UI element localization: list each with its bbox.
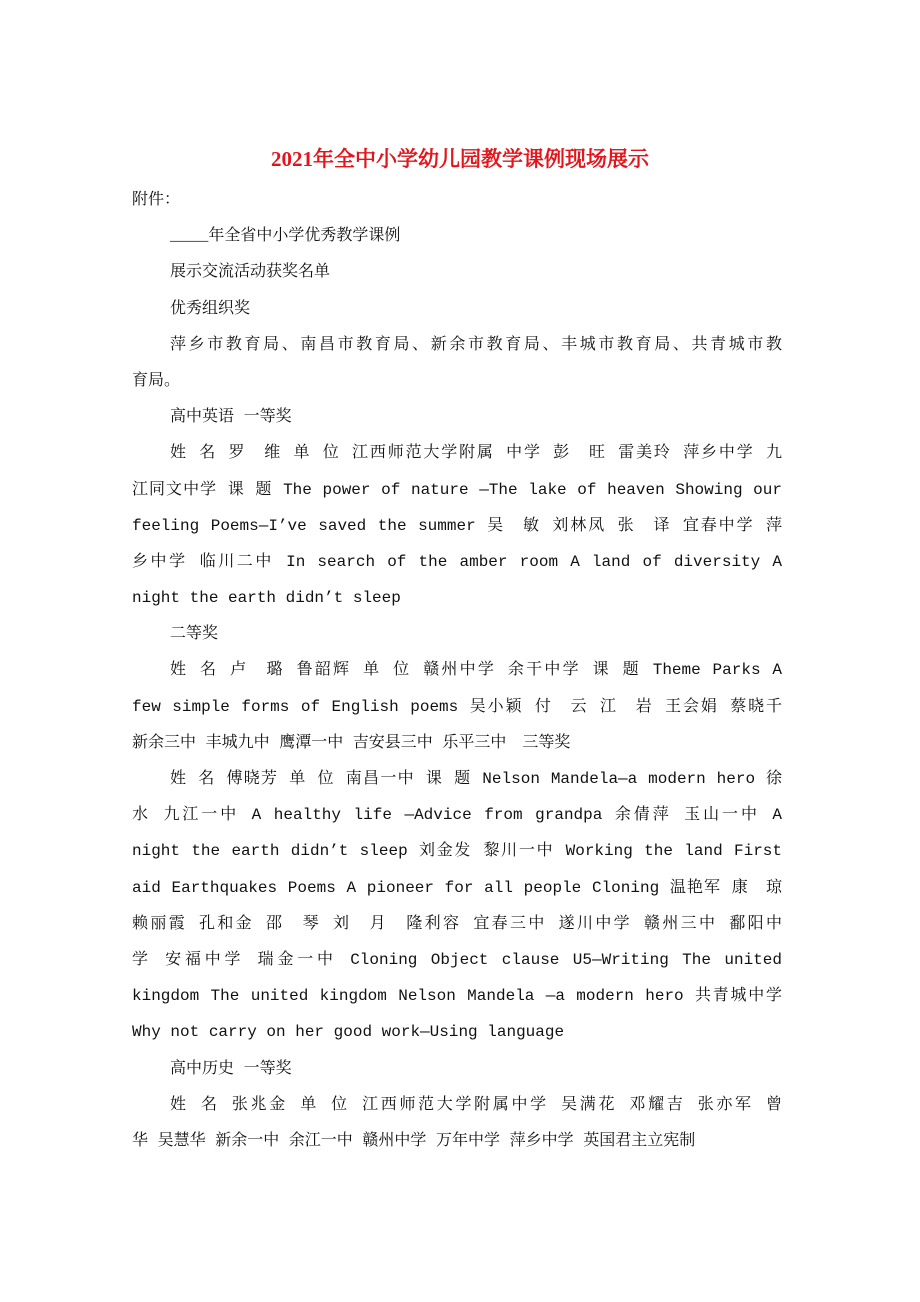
paragraph (132, 435, 782, 616)
text-line: kingdom The united kingdom Nelson Mandela —a modern hero 共青城中学 (132, 987, 782, 1006)
text-line: 乡中学 临川二中 In search of the amber room A land of diversity A (132, 552, 782, 571)
text-line: 学 安福中学 瑞金一中 Cloning Object clause U5—Writing The united (132, 950, 782, 969)
text-line: Why not carry on her good work—Using language (132, 1023, 565, 1042)
text-line: 姓 名 罗 维 单 位 江西师范大学附属 中学 彭 旺 雷美玲 萍乡中学 九 (170, 444, 782, 463)
text-line: 江同文中学 课 题 The power of nature —The lake of heaven Showing our (132, 480, 782, 499)
paragraph (132, 218, 782, 254)
paragraph (132, 652, 782, 761)
text-line: 华 吴慧华 新余一中 余江一中 赣州中学 万年中学 萍乡中学 英国君主立宪制 (132, 1131, 696, 1150)
text-line: 附件： (132, 191, 181, 209)
paragraph (132, 399, 782, 435)
text-line: 高中英语 一等奖 (170, 408, 292, 427)
text-line: 育局。 (132, 371, 181, 390)
text-line: night the earth didn’t sleep (132, 589, 401, 608)
paragraph (132, 761, 782, 1051)
text-line: 姓 名 卢 璐 鲁韶辉 单 位 赣州中学 余干中学 课 题 Theme Parks A (170, 661, 782, 680)
text-line: 优秀组织奖 (170, 299, 251, 318)
paragraph (132, 616, 782, 652)
text-line: ____年全省中小学优秀教学课例 (170, 227, 401, 246)
text-line: 新余三中 丰城九中 鹰潭一中 吉安县三中 乐平三中 三等奖 (132, 733, 571, 752)
paragraph (132, 327, 782, 399)
document-title: 2021年全中小学幼儿园教学课例现场展示 (271, 147, 649, 171)
paragraph (132, 254, 782, 290)
text-line: night the earth didn’t sleep 刘金发 黎川一中 Working the land First (132, 842, 782, 861)
text-line: 二等奖 (170, 625, 219, 644)
text-line: aid Earthquakes Poems A pioneer for all people Cloning 温艳军 康 琼 (132, 878, 782, 897)
document-body (132, 182, 782, 1159)
text-line: 姓 名 张兆金 单 位 江西师范大学附属中学 吴满花 邓耀吉 张亦军 曾 (170, 1095, 782, 1114)
paragraph (132, 1087, 782, 1159)
text-line: 姓 名 傅晓芳 单 位 南昌一中 课 题 Nelson Mandela—a modern hero 徐 (170, 770, 782, 788)
text-line: few simple forms of English poems 吴小颖 付 云 江 岩 王会娟 蔡晓千 (132, 697, 782, 716)
text-line: 赖丽霞 孔和金 邵 琴 刘 月 隆利容 宜春三中 遂川中学 赣州三中 鄱阳中 (132, 914, 782, 933)
text-line: 萍乡市教育局、南昌市教育局、新余市教育局、丰城市教育局、共青城市教 (170, 335, 782, 354)
paragraph (132, 291, 782, 327)
text-line: 展示交流活动获奖名单 (170, 263, 331, 282)
paragraph (132, 1051, 782, 1087)
text-line: feeling Poems—I’ve saved the summer 吴 敏 刘林凤 张 译 宜春中学 萍 (132, 516, 782, 535)
paragraph (132, 182, 782, 218)
text-line: 高中历史 一等奖 (170, 1059, 292, 1078)
text-line: 水 九江一中 A healthy life —Advice from grandpa 余倩萍 玉山一中 A (132, 806, 782, 825)
